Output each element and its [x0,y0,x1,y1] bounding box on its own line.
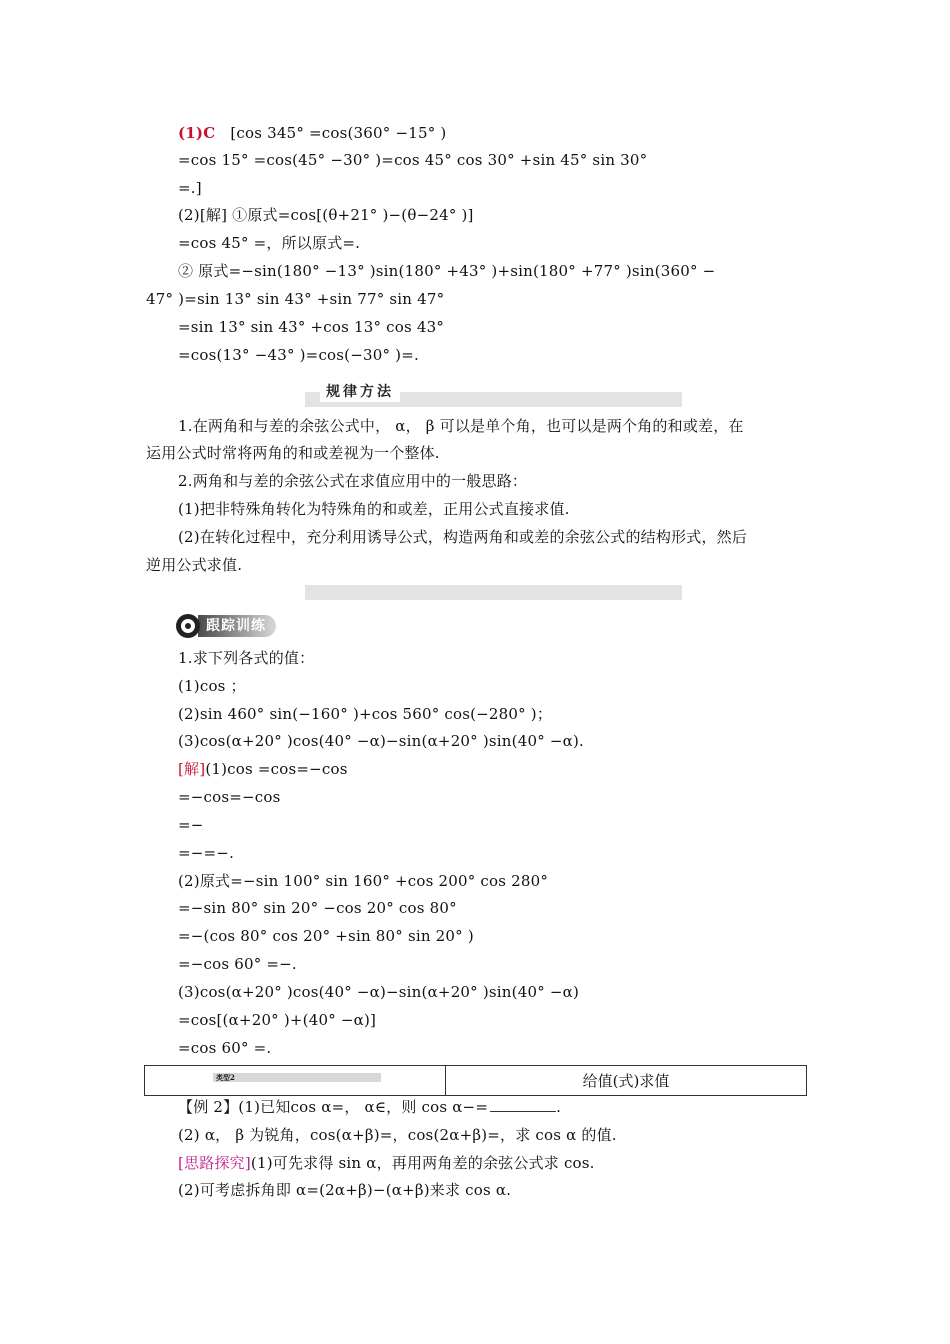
method-end-bar [305,585,682,600]
method-p1b: 运用公式时常将两角的和或差视为一个整体. [146,444,440,462]
answer-blank[interactable] [490,1097,556,1112]
example2-text-1-end: . [556,1098,562,1116]
example2-line-1 [178,1097,561,1117]
method-p4b: 逆用公式求值. [146,556,243,574]
method-p2: 2.两角和与差的余弦公式在求值应用中的一般思路： [178,472,528,490]
answer-line-3: =.] [178,179,202,197]
answer-line-1 [178,123,446,143]
method-p3: (1)把非特殊角转化为特殊角的和或差，正用公式直接求值. [178,500,570,518]
type-label-cell [145,1066,446,1096]
solution-line-7: =−(cos 80° cos 20° +sin 80° sin 20° ) [178,927,474,945]
solution-line-11: =cos 60° =. [178,1039,272,1057]
example2-line-2: (2) α， β 为锐角，cos(α+β)=，cos(2α+β)=，求 cos α 的值. [178,1126,617,1144]
solution-line-10: =cos[(α+20° )+(40° −α)] [178,1011,377,1029]
target-icon [176,614,200,638]
training-header [176,614,276,638]
answer-choice: (1)C [178,124,216,142]
analysis-tag: [思路探究] [178,1154,251,1172]
type-label: 类型2 [213,1073,381,1082]
answer-line-6: ② 原式=−sin(180° −13° )sin(180° +43° )+sin(180° +77° )sin(360° − [178,262,716,280]
answer-text: [cos 345° =cos(360° −15° ) [230,124,447,142]
answer-line-9: =cos(13° −43° )=cos(−30° )=. [178,346,419,364]
solution-line-6: =−sin 80° sin 20° −cos 20° cos 80° [178,899,457,917]
solution-line-2: =−cos=−cos [178,788,281,806]
solution-line-8: =−cos 60° =−. [178,955,297,973]
answer-line-5: =cos 45° =，所以原式=. [178,234,361,252]
solution-text-1: (1)cos =cos=−cos [205,760,348,778]
method-title: 规律方法 [320,382,400,402]
answer-line-2: =cos 15° =cos(45° −30° )=cos 45° cos 30° +sin 45° sin 30° [178,151,648,169]
training-q3: (3)cos(α+20° )cos(40° −α)−sin(α+20° )sin(40° −α). [178,732,584,750]
solution-line-3: =− [178,816,204,834]
method-p1a: 1.在两角和与差的余弦公式中， α， β 可以是单个角，也可以是两个角的和或差，在 [178,417,744,435]
example2-text-3: (1)可先求得 sin α，再用两角差的余弦公式求 cos. [250,1154,595,1172]
example2-line-3 [178,1153,595,1173]
answer-line-7: 47° )=sin 13° sin 43° +sin 77° sin 47° [146,290,445,308]
solution-tag: [解] [178,760,206,778]
method-p4a: (2)在转化过程中，充分利用诱导公式，构造两角和或差的余弦公式的结构形式，然后 [178,528,748,546]
training-q1: (1)cos ； [178,677,246,695]
solution-line-1 [178,759,348,779]
example2-line-4: (2)可考虑拆角即 α=(2α+β)−(α+β)来求 cos α. [178,1181,512,1199]
solution-line-9: (3)cos(α+20° )cos(40° −α)−sin(α+20° )sin(40° −α) [178,983,580,1001]
answer-line-4: (2)[解] ①原式=cos[(θ+21° )−(θ−24° )] [178,206,474,224]
type-title: 给值(式)求值 [446,1066,807,1096]
answer-line-8: =sin 13° sin 43° +cos 13° cos 43° [178,318,445,336]
solution-line-4: =−=−. [178,844,235,862]
training-question: 1.求下列各式的值： [178,649,315,667]
type-table [144,1065,807,1096]
solution-line-5: (2)原式=−sin 100° sin 160° +cos 200° cos 280° [178,872,549,890]
training-q2: (2)sin 460° sin(−160° )+cos 560° cos(−280° )； [178,705,553,723]
example2-text-1: 【例 2】(1)已知cos α=， α∈，则 cos α−= [178,1098,489,1116]
training-title: 跟踪训练 [198,615,276,637]
